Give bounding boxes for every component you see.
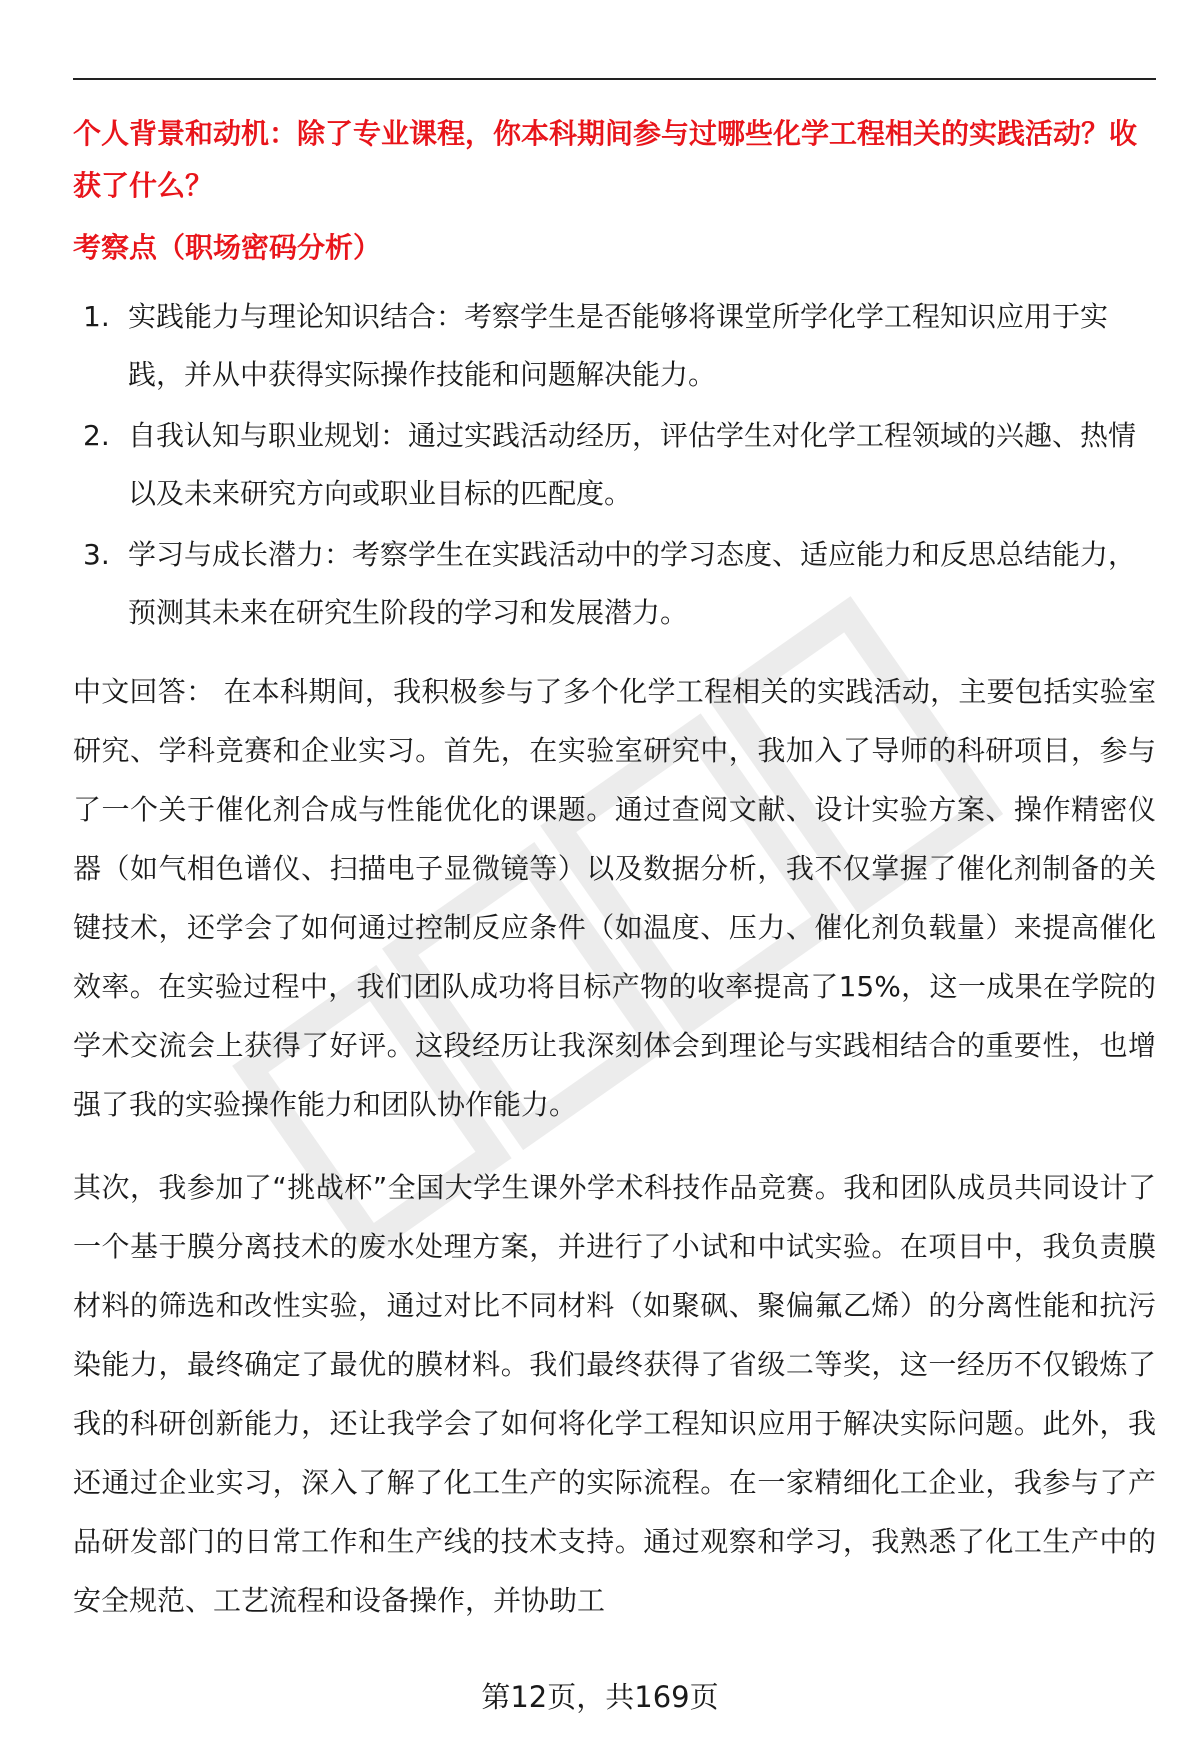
question-heading: 个人背景和动机：除了专业课程，你本科期间参与过哪些化学工程相关的实践活动？收获了什么？ — [73, 117, 1138, 202]
page-content — [73, 108, 1156, 1630]
list-item — [73, 526, 1156, 642]
list-item-text: 学习与成长潜力：考察学生在实践活动中的学习态度、适应能力和反思总结能力，预测其未来在研究生阶段的学习和发展潜力。 — [128, 538, 1137, 629]
list-item — [73, 288, 1156, 404]
list-item-number: 1. — [83, 300, 110, 333]
page-number: 第12页，共169页 — [481, 1680, 719, 1714]
list-item-number: 3. — [83, 538, 110, 571]
section-title: 考察点（职场密码分析） — [73, 231, 382, 264]
list-item — [73, 407, 1156, 523]
answer-paragraph-2: 其次，我参加了“挑战杯”全国大学生课外学术科技作品竞赛。我和团队成员共同设计了一个基于膜分离技术的废水处理方案，并进行了小试和中试实验。在项目中，我负责膜材料的筛选和改性实验，通过对比不同材料（如聚砜、聚偏氟乙烯）的分离性能和抗污染能力，最终确定了最优的膜材料。我们最终获得了省级二等奖，这一经历不仅锻炼了我的科研创新能力，还让我学会了如何将化学工程知识应用于解决实际问题。此外，我还通过企业实习，深入了解了化工生产的实际流程。在一家精细化工企业，我参与了产品研发部门的日常工作和生产线的技术支持。通过观察和学习，我熟悉了化工生产中的安全规范、工艺流程和设备操作，并协助工 — [73, 1171, 1156, 1617]
answer-paragraph-1: 中文回答： 在本科期间，我积极参与了多个化学工程相关的实践活动，主要包括实验室研究、学科竞赛和企业实习。首先，在实验室研究中，我加入了导师的科研项目，参与了一个关于催化剂合成与性能优化的课题。通过查阅文献、设计实验方案、操作精密仪器（如气相色谱仪、扫描电子显微镜等）以及数据分析，我不仅掌握了催化剂制备的关键技术，还学会了如何通过控制反应条件（如温度、压力、催化剂负载量）来提高催化效率。在实验过程中，我们团队成功将目标产物的收率提高了15%，这一成果在学院的学术交流会上获得了好评。这段经历让我深刻体会到理论与实践相结合的重要性，也增强了我的实验操作能力和团队协作能力。 — [73, 675, 1156, 1121]
list-item-text: 实践能力与理论知识结合：考察学生是否能够将课堂所学化学工程知识应用于实践，并从中获得实际操作技能和问题解决能力。 — [128, 300, 1109, 391]
list-item-text: 自我认知与职业规划：通过实践活动经历，评估学生对化学工程领域的兴趣、热情以及未来研究方向或职业目标的匹配度。 — [128, 419, 1137, 510]
list-item-number: 2. — [83, 419, 110, 452]
assessment-points-list — [73, 288, 1156, 642]
header-divider — [73, 78, 1156, 80]
